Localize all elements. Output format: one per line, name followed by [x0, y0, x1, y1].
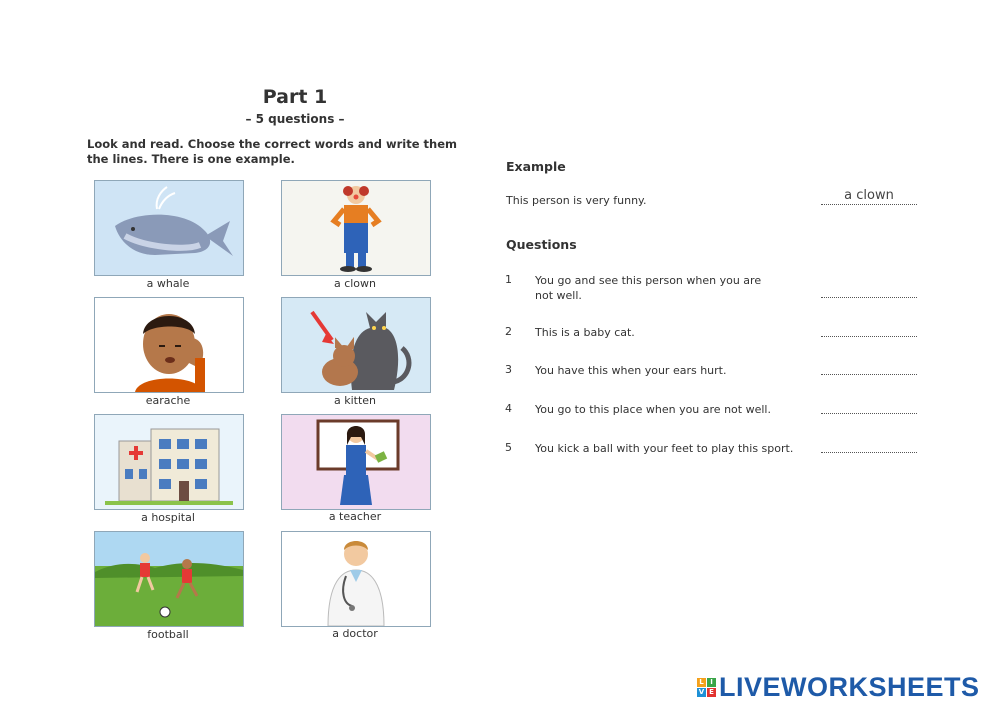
question-number: 1	[505, 273, 512, 286]
picture-label-earache: earache	[145, 394, 191, 407]
picture-clown	[281, 180, 431, 276]
answer-input-5[interactable]	[821, 435, 917, 453]
question-text: You go and see this person when you are not well.	[535, 274, 762, 302]
questions-heading: Questions	[506, 237, 577, 252]
picture-label-football: football	[147, 628, 189, 641]
answer-line	[821, 297, 917, 298]
question-number: 5	[505, 441, 512, 454]
picture-hospital	[94, 414, 244, 510]
question-text: You have this when your ears hurt.	[535, 364, 727, 377]
picture-kitten	[281, 297, 431, 393]
instructions: Look and read. Choose the correct words and write them the lines. There is one example.	[87, 137, 458, 166]
picture-teacher	[281, 414, 431, 510]
example-heading: Example	[506, 159, 566, 174]
answer-input-1[interactable]	[821, 280, 917, 298]
page-subtitle: – 5 questions –	[245, 112, 345, 126]
answer-line	[821, 413, 917, 414]
question-number: 2	[505, 325, 512, 338]
answer-line	[821, 452, 917, 453]
question-number: 4	[505, 402, 512, 415]
picture-whale	[94, 180, 244, 276]
picture-label-hospital: a hospital	[141, 511, 195, 524]
question-text: This is a baby cat.	[535, 326, 635, 339]
picture-doctor	[281, 531, 431, 627]
liveworksheets-logo	[697, 672, 980, 702]
page-title: Part 1	[262, 86, 328, 108]
answer-input-4[interactable]	[821, 396, 917, 414]
example-text: This person is very funny.	[506, 194, 647, 207]
picture-label-doctor: a doctor	[332, 627, 378, 640]
picture-football	[94, 531, 244, 627]
question-text: You go to this place when you are not well.	[535, 403, 771, 416]
answer-input-2[interactable]	[821, 318, 917, 336]
picture-label-teacher: a teacher	[328, 510, 382, 523]
example-answer-line	[821, 204, 917, 205]
picture-label-clown: a clown	[333, 277, 377, 290]
answer-line	[821, 336, 917, 337]
logo-text: LIVEWORKSHEETS	[719, 671, 980, 702]
picture-label-kitten: a kitten	[333, 394, 377, 407]
answer-input-3[interactable]	[821, 357, 917, 375]
example-answer: a clown	[844, 188, 894, 203]
picture-earache	[94, 297, 244, 393]
picture-label-whale: a whale	[146, 277, 190, 290]
answer-line	[821, 374, 917, 375]
question-text: You kick a ball with your feet to play this sport.	[535, 442, 794, 455]
question-number: 3	[505, 363, 512, 376]
logo-blocks-icon: L I V E	[697, 678, 716, 697]
